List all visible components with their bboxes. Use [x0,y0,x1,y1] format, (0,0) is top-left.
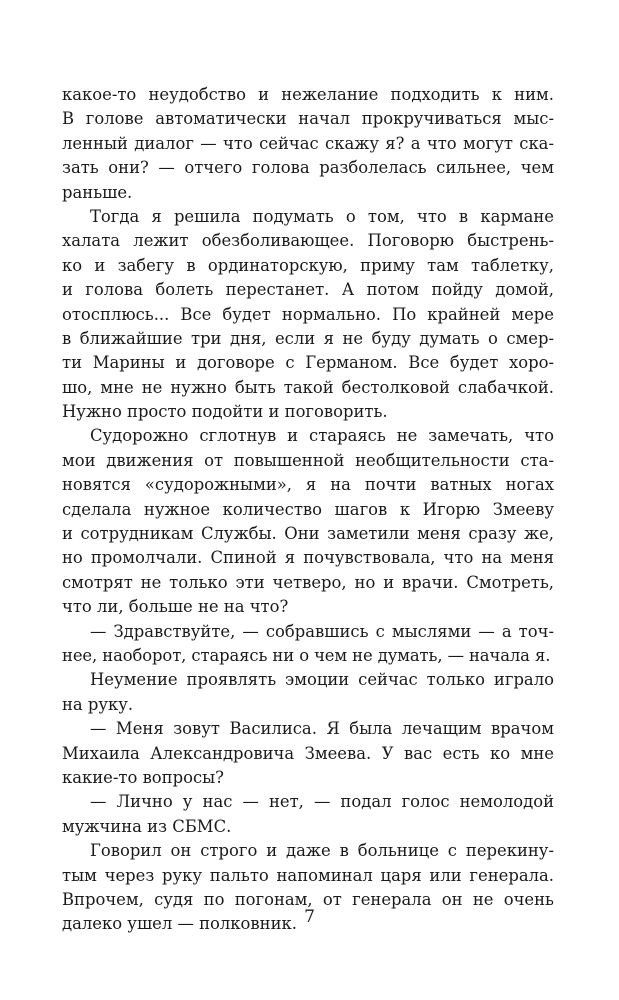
text-line: зать они? — отчего голова разболелась сильнее, чем [62,158,554,178]
text-line: Михаила Александровича Змеева. У вас есть ко мне [62,743,554,763]
text-line: Судорожно сглотнув и стараясь не замечать, что [90,426,554,446]
text-line: шо, мне не нужно быть такой бестолковой слабачкой. [62,377,554,397]
text-line: на руку. [62,694,134,714]
text-line: и сотрудникам Службы. Они заметили меня сразу же, [62,524,554,544]
text-line: и голова болеть перестанет. А потом пойду домой, [62,280,554,300]
text-line: ти Марины и договоре с Германом. Все будет хоро- [62,353,554,373]
text-line: мои движения от повышенной необщительности ста- [62,450,554,470]
text-line: Говорил он строго и даже в больнице с перекину- [90,841,554,861]
text-line: ко и забегу в ординаторскую, приму там таблетку, [62,255,554,275]
text-line: В голове автоматически начал прокручиваться мыс- [62,109,554,129]
text-line: смотрят не только эти четверо, но и врачи. Смотреть, [62,572,554,592]
text-line: раньше. [62,182,133,202]
text-line: — Здравствуйте, — собравшись с мыслями — а точ- [90,621,554,641]
text-line: — Лично у нас — нет, — подал голос немолодой [90,792,554,812]
text-line: что ли, больше не на что? [62,597,289,617]
text-line: Тогда я решила подумать о том, что в кармане [90,206,554,226]
text-line: новятся «судорожными», я на почти ватных ногах [62,475,554,495]
text-line: Неумение проявлять эмоции сейчас только играло [90,670,554,690]
text-line: халата лежит обезболивающее. Поговорю быстрень- [62,231,554,251]
text-line: но промолчали. Спиной я почувствовала, что на меня [62,548,554,568]
text-line: тым через руку пальто напоминал царя или генерала. [62,865,554,885]
text-line: сделала нужное количество шагов к Игорю Змееву [62,499,554,519]
text-line: какие-то вопросы? [62,767,224,787]
text-line: нее, наоборот, стараясь ни о чем не думать, — начала я. [62,645,551,665]
text-line: — Меня зовут Василиса. Я была лечащим врачом [90,719,554,739]
text-line: в ближайшие три дня, если я не буду думать о смер- [62,328,554,348]
text-line: какое-то неудобство и нежелание подходить к ним. [62,85,554,104]
text-line: Впрочем, судя по погонам, от генерала он не очень [62,889,554,909]
text-line: отосплюсь... Все будет нормально. По крайней мере [62,304,554,324]
text-line: ленный диалог — что сейчас скажу я? а что могут ска- [62,133,554,153]
body-text [62,83,554,937]
text-line: далеко ушел — полковник. [62,914,297,934]
text-line: мужчина из СБМС. [62,816,232,836]
text-line: Нужно просто подойти и поговорить. [62,402,388,422]
page-number: 7 [304,907,315,927]
